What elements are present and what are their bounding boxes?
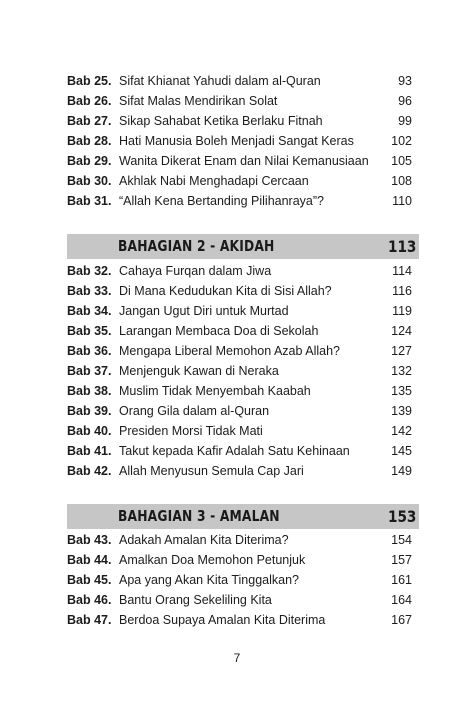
page-folio: 7 (233, 651, 241, 665)
page-number: 135 (391, 384, 412, 398)
page-number: 110 (392, 194, 412, 208)
chapter-number: Bab 47. (67, 613, 112, 627)
toc-entry (0, 191, 474, 211)
page-number: 99 (398, 114, 412, 128)
page-number: 93 (398, 74, 412, 88)
chapter-number: Bab 39. (67, 404, 112, 418)
chapter-title: Adakah Amalan Kita Diterima? (119, 533, 289, 547)
chapter-title: Hati Manusia Boleh Menjadi Sangat Keras (119, 134, 354, 148)
chapter-title: Larangan Membaca Doa di Sekolah (119, 324, 319, 338)
section-title: BAHAGIAN 2 - AKIDAH (118, 237, 275, 255)
chapter-number: Bab 30. (67, 174, 112, 188)
toc-entry (0, 550, 474, 570)
chapter-title: Wanita Dikerat Enam dan Nilai Kemanusiaan (119, 154, 369, 168)
chapter-number: Bab 45. (67, 573, 112, 587)
chapter-number: Bab 37. (67, 364, 112, 378)
page-number: 154 (391, 533, 412, 547)
toc-entry (0, 261, 474, 281)
toc-entry (0, 111, 474, 131)
section-page-number: 153 (387, 507, 416, 526)
chapter-title: Sifat Malas Mendirikan Solat (119, 94, 278, 108)
chapter-number: Bab 34. (67, 304, 112, 318)
toc-entry (0, 301, 474, 321)
chapter-title: Jangan Ugut Diri untuk Murtad (119, 304, 289, 318)
chapter-number: Bab 36. (67, 344, 112, 358)
chapter-number: Bab 26. (67, 94, 112, 108)
chapter-number: Bab 31. (67, 194, 112, 208)
chapter-title: Sifat Khianat Yahudi dalam al-Quran (119, 74, 321, 88)
chapter-number: Bab 29. (67, 154, 112, 168)
page-number: 127 (391, 344, 412, 358)
toc-entry (0, 131, 474, 151)
toc-entry (0, 171, 474, 191)
chapter-number: Bab 44. (67, 553, 112, 567)
page-number: 96 (398, 94, 412, 108)
page-number: 167 (391, 613, 412, 627)
toc-entry (0, 461, 474, 481)
toc-entry (0, 341, 474, 361)
page-number: 124 (391, 324, 412, 338)
page-number: 139 (391, 404, 412, 418)
chapter-number: Bab 25. (67, 74, 112, 88)
toc-entry (0, 530, 474, 550)
section-header-amalan (67, 504, 419, 529)
chapter-title: Presiden Morsi Tidak Mati (119, 424, 263, 438)
page-number: 161 (391, 573, 412, 587)
chapter-number: Bab 33. (67, 284, 112, 298)
chapter-title: Orang Gila dalam al-Quran (119, 404, 270, 418)
chapter-number: Bab 42. (67, 464, 112, 478)
toc-entry (0, 71, 474, 91)
toc-entry (0, 441, 474, 461)
toc-entry (0, 281, 474, 301)
toc-entry (0, 321, 474, 341)
toc-entry (0, 421, 474, 441)
chapter-title: Allah Menyusun Semula Cap Jari (119, 464, 304, 478)
page-number: 149 (391, 464, 412, 478)
chapter-title: Menjenguk Kawan di Neraka (119, 364, 279, 378)
chapter-title: “Allah Kena Bertanding Pilihanraya”? (119, 194, 324, 208)
chapter-title: Bantu Orang Sekeliling Kita (119, 593, 272, 607)
chapter-title: Mengapa Liberal Memohon Azab Allah? (119, 344, 340, 358)
page-number: 105 (391, 154, 412, 168)
toc-entry (0, 151, 474, 171)
page-number: 102 (391, 134, 412, 148)
chapter-number: Bab 27. (67, 114, 112, 128)
toc-entry (0, 610, 474, 630)
chapter-number: Bab 35. (67, 324, 112, 338)
chapter-title: Berdoa Supaya Amalan Kita Diterima (119, 613, 326, 627)
toc-entry (0, 570, 474, 590)
chapter-number: Bab 41. (67, 444, 112, 458)
chapter-title: Amalkan Doa Memohon Petunjuk (119, 553, 306, 567)
page-number: 119 (392, 304, 412, 318)
toc-entry (0, 381, 474, 401)
chapter-number: Bab 43. (67, 533, 112, 547)
section-title: BAHAGIAN 3 - AMALAN (118, 507, 280, 525)
page-number: 108 (391, 174, 412, 188)
toc-entry (0, 361, 474, 381)
page-number: 114 (392, 264, 412, 278)
chapter-title: Sikap Sahabat Ketika Berlaku Fitnah (119, 114, 323, 128)
chapter-title: Akhlak Nabi Menghadapi Cercaan (119, 174, 309, 188)
chapter-number: Bab 28. (67, 134, 112, 148)
chapter-number: Bab 40. (67, 424, 112, 438)
page-number: 116 (392, 284, 412, 298)
section-header-akidah (67, 234, 419, 259)
chapter-title: Di Mana Kedudukan Kita di Sisi Allah? (119, 284, 332, 298)
chapter-number: Bab 32. (67, 264, 112, 278)
section-page-number: 113 (387, 237, 416, 256)
page-number: 132 (391, 364, 412, 378)
chapter-number: Bab 38. (67, 384, 112, 398)
toc-entry (0, 401, 474, 421)
chapter-title: Cahaya Furqan dalam Jiwa (119, 264, 272, 278)
chapter-title: Apa yang Akan Kita Tinggalkan? (119, 573, 299, 587)
page-number: 145 (391, 444, 412, 458)
chapter-number: Bab 46. (67, 593, 112, 607)
page-number: 142 (391, 424, 412, 438)
page-number: 157 (391, 553, 412, 567)
toc-entry (0, 91, 474, 111)
chapter-title: Muslim Tidak Menyembah Kaabah (119, 384, 311, 398)
chapter-title: Takut kepada Kafir Adalah Satu Kehinaan (119, 444, 350, 458)
page-number: 164 (391, 593, 412, 607)
toc-entry (0, 590, 474, 610)
